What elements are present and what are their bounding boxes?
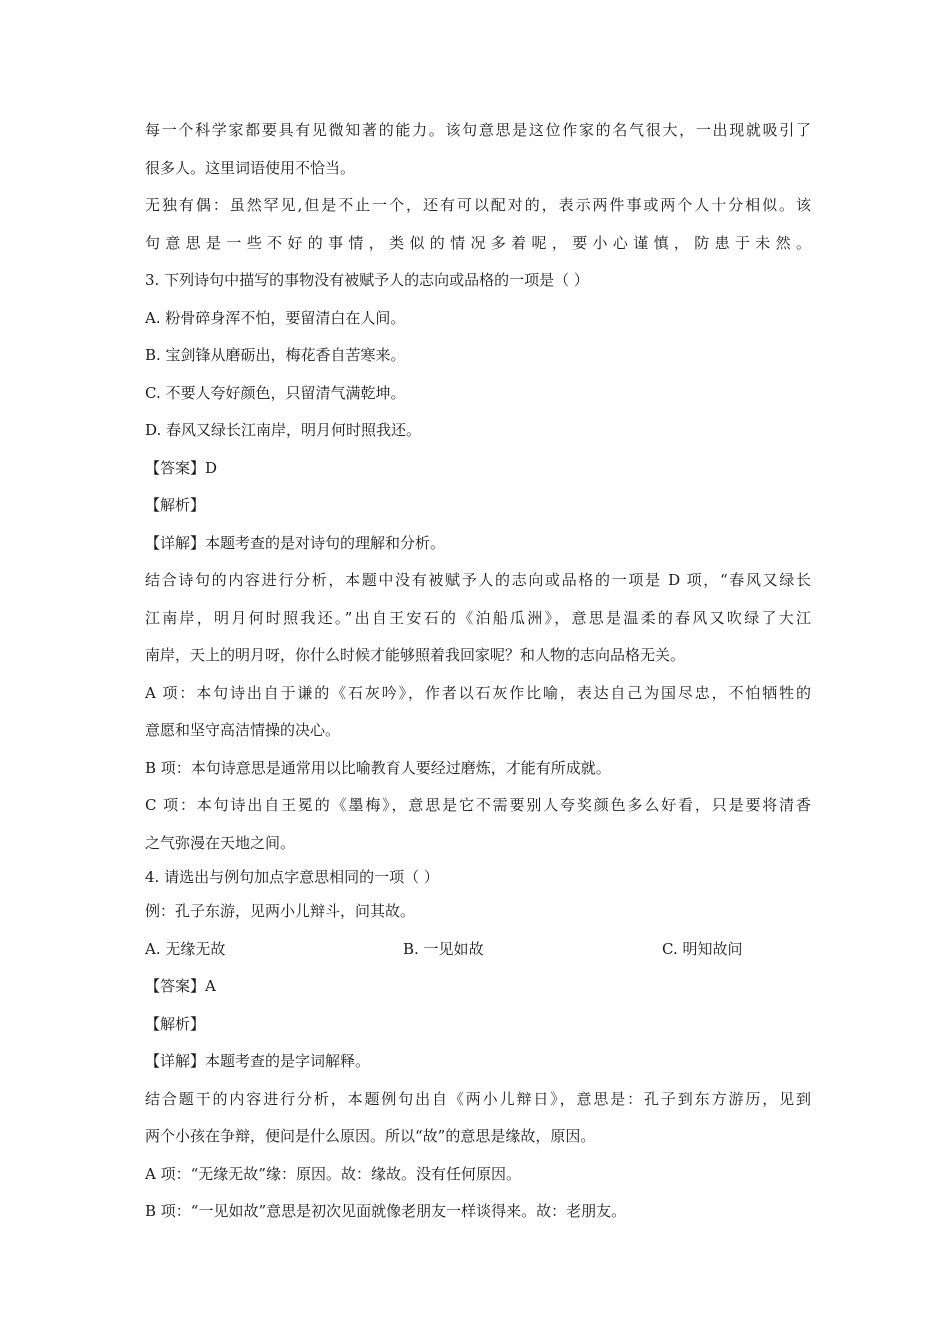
- example-text: 例：孔子东游，见两小儿辩斗，问其: [145, 902, 386, 920]
- question-4-option-a: [145, 931, 225, 969]
- detail-heading-4: 【详解】本题考查的是字词解释。: [145, 1052, 371, 1070]
- text-line: 很多人。这里词语使用不恰当。: [145, 158, 356, 177]
- question-3-option-d: D. 春风又绿长江南岸，明月何时照我还。: [145, 421, 422, 439]
- explanation-line: 结合题干的内容进行分析，本题例句出自《两小儿辩日》，意思是：孔子到东方游历，见到: [145, 1089, 811, 1108]
- explanation-line: A 项：本句诗出自于谦的《石灰吟》，作者以石灰作比喻，表达自己为国尽忠，不怕牺牲的: [145, 683, 811, 702]
- option-text: C. 明知: [662, 939, 713, 958]
- question-3-option-c: C. 不要人夸好颜色，只留清气满乾坤。: [145, 383, 406, 402]
- question-3-option-b: B. 宝剑锋从磨砺出，梅花香自苦寒来。: [145, 346, 406, 364]
- answer-4: 【答案】A: [145, 977, 216, 995]
- option-text: A. 无缘无: [145, 939, 211, 958]
- answer-3: 【答案】D: [145, 458, 218, 477]
- emphasis-dot-char: 故: [469, 931, 484, 969]
- option-text: B. 一见如: [403, 939, 469, 958]
- question-3-option-a: A. 粉骨碎身浑不怕，要留清白在人间。: [145, 308, 406, 327]
- emphasis-dot-char: 故: [385, 893, 400, 931]
- question-4: 4. 请选出与例句加点字意思相同的一项（ ）: [145, 868, 439, 886]
- explanation-line: B 项：本句诗意思是通常用以比喻教育人要经过磨炼，才能有所成就。: [145, 758, 611, 777]
- document-content: [145, 112, 811, 1231]
- text-line: 句意思是一些不好的事情，类似的情况多着呢，要小心谨慎，防患于未然。: [145, 233, 811, 252]
- example-text-end: 。: [400, 902, 416, 920]
- explanation-line: B 项：“一见如故”意思是初次见面就像老朋友一样谈得来。故：老朋友。: [145, 1202, 627, 1220]
- explanation-line: 之气弥漫在天地之间。: [145, 833, 296, 852]
- analysis-heading-3: 【解析】: [145, 496, 206, 514]
- explanation-line: 江南岸，明月何时照我还。”出自王安石的《泊船瓜洲》，意思是温柔的春风又吹绿了大江: [145, 608, 811, 627]
- text-line: 每一个科学家都要具有见微知著的能力。该句意思是这位作家的名气很大，一出现就吸引了: [145, 121, 811, 139]
- question-4-example: [145, 893, 811, 931]
- emphasis-dot-char: 故: [210, 931, 225, 969]
- text-line: 无独有偶：虽然罕见,但是不止一个，还有可以配对的，表示两件事或两个人十分相似。该: [145, 196, 811, 214]
- explanation-line: 南岸，天上的明月呀，你什么时候才能够照着我回家呢？和人物的志向品格无关。: [145, 646, 686, 664]
- detail-heading-3: 【详解】本题考查的是对诗句的理解和分析。: [145, 533, 446, 552]
- question-4-options: [145, 931, 811, 969]
- question-4-option-c: [662, 931, 743, 969]
- question-4-option-b: [403, 931, 484, 969]
- explanation-line: A 项：“无缘无故”缘：原因。故：缘故。没有任何原因。: [145, 1164, 521, 1183]
- analysis-heading-4: 【解析】: [145, 1014, 206, 1033]
- explanation-line: 结合诗句的内容进行分析，本题中没有被赋予人的志向或品格的一项是 D 项，“春风又绿长: [145, 571, 811, 589]
- emphasis-dot-char: 故: [712, 931, 727, 969]
- explanation-line: C 项：本句诗出自王冕的《墨梅》，意思是它不需要别人夸奖颜色多么好看，只是要将清香: [145, 796, 811, 814]
- option-text-end: 问: [727, 939, 743, 958]
- explanation-line: 意愿和坚守高洁情操的决心。: [145, 721, 341, 739]
- explanation-line: 两个小孩在争辩，便问是什么原因。所以“故”的意思是缘故，原因。: [145, 1127, 596, 1145]
- question-3: 3. 下列诗句中描写的事物没有被赋予人的志向或品格的一项是（ ）: [145, 271, 589, 289]
